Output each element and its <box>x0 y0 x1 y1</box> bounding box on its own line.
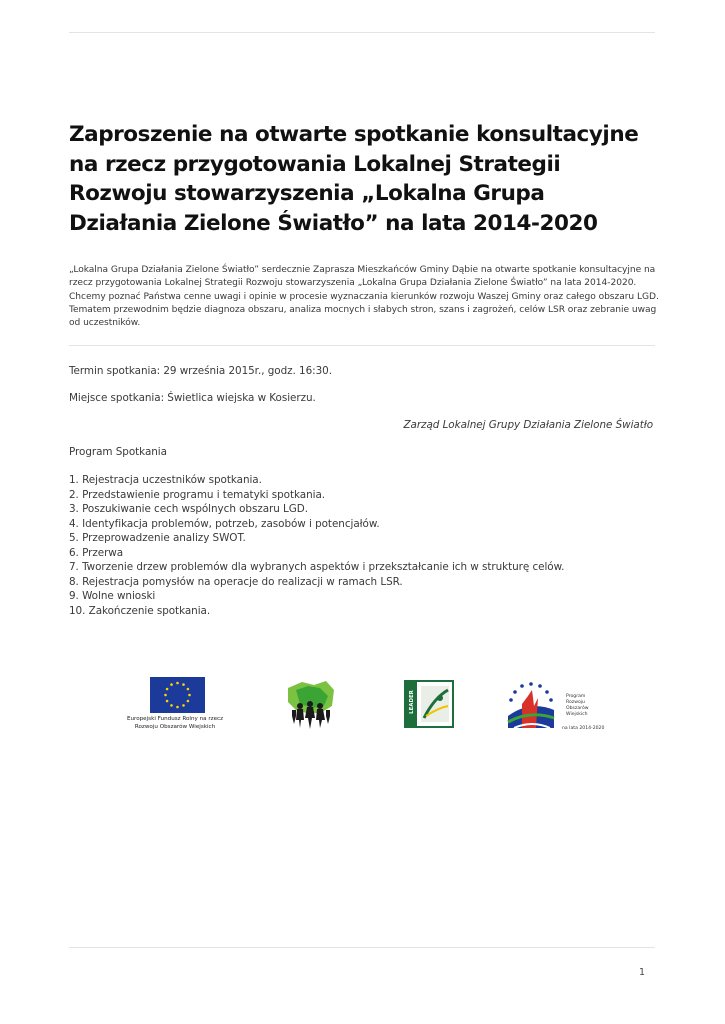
program-heading: Program Spotkania <box>69 446 167 458</box>
agenda-item: 7. Tworzenie drzew problemów dla wybranych aspektów i przekształcanie ich w strukturę celów. <box>69 561 565 573</box>
prow-caption: Program Rozwoju Obszarów Wiejskich na lata 2014-2020 <box>562 694 605 731</box>
agenda-list <box>69 473 564 618</box>
agenda-item: 2. Przedstawienie programu i tematyki spotkania. <box>69 488 326 501</box>
meeting-place: Miejsce spotkania: Świetlica wiejska w Kosierzu. <box>69 392 316 404</box>
agenda-item: 3. Poszukiwanie cech wspólnych obszaru LGD. <box>69 503 308 515</box>
agenda-item: 9. Wolne wnioski <box>69 590 156 602</box>
agenda-item: 4. Identyfikacja problemów, potrzeb, zasobów i potencjałów. <box>69 517 380 530</box>
agenda-item: 1. Rejestracja uczestników spotkania. <box>69 474 262 486</box>
prow-emblem-icon <box>500 676 562 734</box>
lgd-logo-icon <box>282 676 340 732</box>
prow-logo <box>500 676 605 734</box>
top-divider <box>69 32 655 33</box>
agenda-item: 5. Przeprowadzenie analizy SWOT. <box>69 532 246 544</box>
eu-flag-icon <box>150 677 205 713</box>
agenda-item: 6. Przerwa <box>69 546 124 559</box>
signature: Zarząd Lokalnej Grupy Działania Zielone Światło <box>403 419 653 431</box>
meeting-date: Termin spotkania: 29 września 2015r., godz. 16:30. <box>69 365 332 377</box>
eu-caption: Europejski Fundusz Rolny na rzecz Rozwoju Obszarów Wiejskich <box>126 716 224 730</box>
intro-paragraph: „Lokalna Grupa Działania Zielone Światło” serdecznie Zaprasza Mieszkańców Gminy Dąbie na otwarte spotkanie konsultacyjne na rzecz przygotowania Lokalnej Strategii Rozwoju stowarzyszenia „Lokalna Grupa Działania Zielone Światło” na lata 2014-2020. Chcemy poznać Państwa cenne uwagi i opinie w procesie wyznaczania kierunków rozwoju Waszej Gminy oraz całego obszaru LGD. Tematem przewodnim będzie diagnoza obszaru, analiza mocnych i słabych stron, szans i zagrożeń, celów LSR oraz zebranie uwag od uczestników. <box>69 265 659 329</box>
leader-label: LEADER <box>409 690 415 714</box>
leader-logo <box>404 680 454 728</box>
section-divider <box>69 345 655 346</box>
page-number: 1 <box>638 967 645 978</box>
logo-strip <box>0 672 725 736</box>
footer-divider <box>69 947 655 948</box>
eu-logo <box>114 674 236 734</box>
page-title: Zaproszenie na otwarte spotkanie konsultacyjne na rzecz przygotowania Lokalnej Strategii Rozwoju stowarzyszenia „Lokalna Grupa Działania Zielone Światło” na lata 2014-2020 <box>69 122 639 236</box>
agenda-item: 10. Zakończenie spotkania. <box>69 604 211 617</box>
agenda-item: 8. Rejestracja pomysłów na operacje do realizacji w ramach LSR. <box>69 575 403 588</box>
